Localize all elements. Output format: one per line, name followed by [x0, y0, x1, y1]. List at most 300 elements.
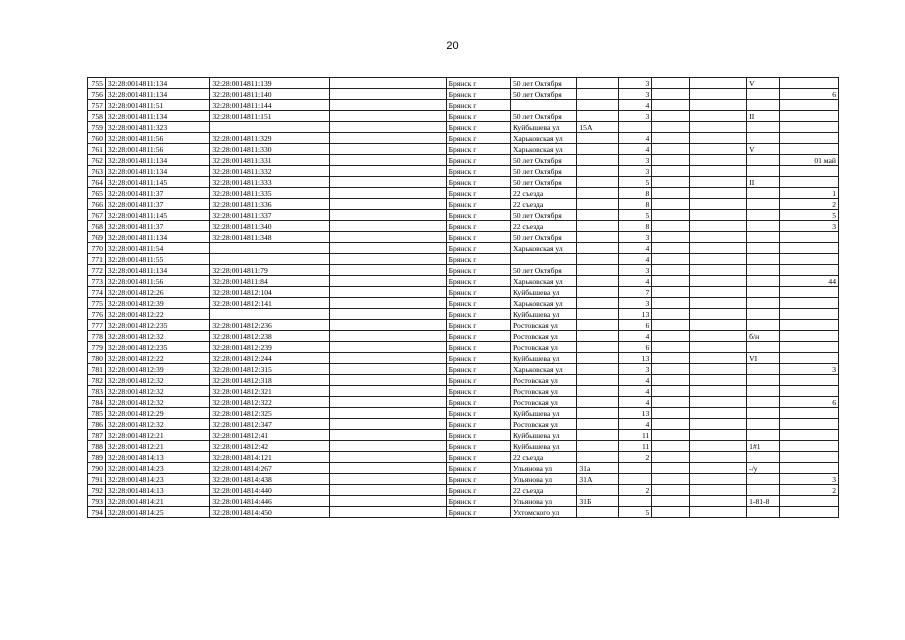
- cell-building: [652, 155, 690, 166]
- cell-house-number: 3: [618, 155, 652, 166]
- cell-street: [510, 254, 576, 265]
- cell-street: 22 съезда: [510, 221, 576, 232]
- cell-cadastral-number: 32:28:0014814:121: [210, 452, 329, 463]
- cell-cadastral-number: 32:28:0014812:41: [210, 430, 329, 441]
- cell-city: Брянск г: [446, 78, 510, 89]
- cell-flat: [690, 144, 747, 155]
- table-row: [88, 276, 839, 287]
- cell-house-literal: [577, 485, 618, 496]
- cell-house-literal: [577, 111, 618, 122]
- cell-parent-cadastral-number: 32:28:0014814:25: [105, 507, 209, 518]
- cell-room: [747, 386, 780, 397]
- cell-cadastral-number: 32:28:0014812:238: [210, 331, 329, 342]
- cell-street: 22 съезда: [510, 199, 576, 210]
- cell-note: [329, 243, 446, 254]
- cell-house-literal: [577, 166, 618, 177]
- cell-street: Куйбышева ул: [510, 441, 576, 452]
- cell-room: V: [747, 144, 780, 155]
- cell-note: [329, 254, 446, 265]
- table-row: [88, 375, 839, 386]
- cell-note: [329, 364, 446, 375]
- cell-building: [652, 397, 690, 408]
- cell-room: б/н: [747, 331, 780, 342]
- table-row: [88, 419, 839, 430]
- cell-city: Брянск г: [446, 331, 510, 342]
- cell-building: [652, 496, 690, 507]
- cell-row-number: 775: [88, 298, 106, 309]
- cell-room: [747, 254, 780, 265]
- cell-house-number: 4: [618, 144, 652, 155]
- cell-city: Брянск г: [446, 210, 510, 221]
- cell-house-number: 4: [618, 397, 652, 408]
- cell-parent-cadastral-number: 32:28:0014811:134: [105, 166, 209, 177]
- cell-parent-cadastral-number: 32:28:0014812:32: [105, 397, 209, 408]
- cell-flat: [690, 441, 747, 452]
- cell-house-number: 3: [618, 78, 652, 89]
- cell-building: [652, 309, 690, 320]
- cell-note: [329, 342, 446, 353]
- cell-building: [652, 254, 690, 265]
- cell-street: Ростовская ул: [510, 397, 576, 408]
- cell-cadastral-number: 32:28:0014811:84: [210, 276, 329, 287]
- cell-flat-number: 1: [779, 188, 838, 199]
- cell-parent-cadastral-number: 32:28:0014811:56: [105, 276, 209, 287]
- cell-parent-cadastral-number: 32:28:0014812:32: [105, 331, 209, 342]
- cell-street: 50 лет Октября: [510, 166, 576, 177]
- cell-cadastral-number: 32:28:0014812:315: [210, 364, 329, 375]
- cell-row-number: 782: [88, 375, 106, 386]
- cell-parent-cadastral-number: 32:28:0014814:13: [105, 485, 209, 496]
- cell-flat-number: [779, 298, 838, 309]
- cell-flat-number: 5: [779, 210, 838, 221]
- table-row: [88, 210, 839, 221]
- cell-flat-number: 44: [779, 276, 838, 287]
- cell-room: [747, 298, 780, 309]
- cell-street: Ростовская ул: [510, 386, 576, 397]
- table-row: [88, 243, 839, 254]
- cell-flat: [690, 265, 747, 276]
- cell-note: [329, 430, 446, 441]
- cell-row-number: 780: [88, 353, 106, 364]
- cell-parent-cadastral-number: 32:28:0014811:37: [105, 199, 209, 210]
- cell-house-literal: [577, 144, 618, 155]
- cell-flat-number: [779, 265, 838, 276]
- cell-room: [747, 155, 780, 166]
- cell-note: [329, 199, 446, 210]
- cell-flat-number: [779, 232, 838, 243]
- cell-note: [329, 287, 446, 298]
- cell-flat-number: 2: [779, 199, 838, 210]
- cell-flat-number: [779, 320, 838, 331]
- cell-building: [652, 188, 690, 199]
- cell-room: [747, 188, 780, 199]
- cell-city: Брянск г: [446, 320, 510, 331]
- cell-house-number: 3: [618, 298, 652, 309]
- cell-house-literal: [577, 100, 618, 111]
- cell-flat-number: [779, 452, 838, 463]
- cell-house-number: 6: [618, 342, 652, 353]
- cell-parent-cadastral-number: 32:28:0014812:39: [105, 298, 209, 309]
- cell-cadastral-number: 32:28:0014811:330: [210, 144, 329, 155]
- cell-flat: [690, 496, 747, 507]
- table-row: [88, 474, 839, 485]
- cell-city: Брянск г: [446, 419, 510, 430]
- cell-city: Брянск г: [446, 375, 510, 386]
- cell-row-number: 769: [88, 232, 106, 243]
- cell-note: [329, 320, 446, 331]
- cell-street: 50 лет Октября: [510, 89, 576, 100]
- cell-flat-number: [779, 133, 838, 144]
- cell-room: [747, 166, 780, 177]
- cell-building: [652, 353, 690, 364]
- cell-row-number: 774: [88, 287, 106, 298]
- cell-row-number: 786: [88, 419, 106, 430]
- cell-cadastral-number: 32:28:0014812:141: [210, 298, 329, 309]
- cell-house-literal: [577, 397, 618, 408]
- cell-house-number: 6: [618, 320, 652, 331]
- cell-note: [329, 474, 446, 485]
- cell-house-number: [618, 496, 652, 507]
- table-row: [88, 100, 839, 111]
- cell-house-number: 5: [618, 507, 652, 518]
- cell-row-number: 785: [88, 408, 106, 419]
- cell-room: [747, 397, 780, 408]
- cell-flat: [690, 199, 747, 210]
- cell-flat-number: [779, 375, 838, 386]
- cell-street: Ростовская ул: [510, 342, 576, 353]
- cell-house-literal: [577, 133, 618, 144]
- cell-flat: [690, 507, 747, 518]
- cell-city: Брянск г: [446, 221, 510, 232]
- cell-row-number: 789: [88, 452, 106, 463]
- cell-note: [329, 166, 446, 177]
- cell-room: [747, 122, 780, 133]
- cell-building: [652, 485, 690, 496]
- cell-parent-cadastral-number: 32:28:0014812:39: [105, 364, 209, 375]
- cell-street: Ростовская ул: [510, 419, 576, 430]
- cell-parent-cadastral-number: 32:28:0014812:22: [105, 309, 209, 320]
- cell-house-literal: [577, 375, 618, 386]
- cell-note: [329, 100, 446, 111]
- table-row: [88, 188, 839, 199]
- cell-building: [652, 287, 690, 298]
- table-row: [88, 89, 839, 100]
- cell-city: Брянск г: [446, 496, 510, 507]
- cell-flat-number: [779, 430, 838, 441]
- cell-building: [652, 276, 690, 287]
- cell-city: Брянск г: [446, 133, 510, 144]
- cell-city: Брянск г: [446, 144, 510, 155]
- cell-city: Брянск г: [446, 166, 510, 177]
- cell-house-literal: [577, 507, 618, 518]
- cell-building: [652, 375, 690, 386]
- table-row: [88, 221, 839, 232]
- cell-row-number: 788: [88, 441, 106, 452]
- cell-room: [747, 419, 780, 430]
- cell-flat: [690, 78, 747, 89]
- cell-city: Брянск г: [446, 287, 510, 298]
- cell-flat: [690, 133, 747, 144]
- cell-room: V: [747, 78, 780, 89]
- cell-city: Брянск г: [446, 397, 510, 408]
- cell-flat: [690, 309, 747, 320]
- cell-note: [329, 78, 446, 89]
- cell-parent-cadastral-number: 32:28:0014811:145: [105, 177, 209, 188]
- cell-parent-cadastral-number: 32:28:0014811:56: [105, 133, 209, 144]
- cell-cadastral-number: [210, 122, 329, 133]
- cell-flat-number: [779, 287, 838, 298]
- cell-flat: [690, 430, 747, 441]
- cell-note: [329, 232, 446, 243]
- cell-street: Куйбышева ул: [510, 353, 576, 364]
- cell-city: Брянск г: [446, 122, 510, 133]
- cell-row-number: 781: [88, 364, 106, 375]
- cell-room: 1-81-8: [747, 496, 780, 507]
- cell-city: Брянск г: [446, 265, 510, 276]
- cell-cadastral-number: 32:28:0014812:321: [210, 386, 329, 397]
- cell-house-number: 4: [618, 243, 652, 254]
- cell-parent-cadastral-number: 32:28:0014811:134: [105, 265, 209, 276]
- cell-row-number: 783: [88, 386, 106, 397]
- cell-building: [652, 122, 690, 133]
- cell-parent-cadastral-number: 32:28:0014812:21: [105, 430, 209, 441]
- cell-cadastral-number: 32:28:0014811:333: [210, 177, 329, 188]
- cell-flat-number: [779, 463, 838, 474]
- cell-street: 22 съезда: [510, 188, 576, 199]
- cell-row-number: 768: [88, 221, 106, 232]
- cell-house-number: 4: [618, 375, 652, 386]
- cell-cadastral-number: [210, 254, 329, 265]
- cell-note: [329, 408, 446, 419]
- cell-street: Куйбышева ул: [510, 309, 576, 320]
- cell-street: Куйбышева ул: [510, 430, 576, 441]
- cell-house-number: 13: [618, 353, 652, 364]
- cell-flat: [690, 397, 747, 408]
- cell-flat-number: [779, 122, 838, 133]
- cell-house-literal: 15А: [577, 122, 618, 133]
- cell-building: [652, 199, 690, 210]
- registry-body: [88, 78, 839, 518]
- cell-building: [652, 463, 690, 474]
- cell-street: Ульянова ул: [510, 496, 576, 507]
- cell-street: Харьковская ул: [510, 144, 576, 155]
- cell-cadastral-number: 32:28:0014811:335: [210, 188, 329, 199]
- cell-flat: [690, 353, 747, 364]
- cell-building: [652, 166, 690, 177]
- table-row: [88, 441, 839, 452]
- cell-house-number: 3: [618, 111, 652, 122]
- cell-flat: [690, 320, 747, 331]
- cell-cadastral-number: 32:28:0014814:438: [210, 474, 329, 485]
- cell-city: Брянск г: [446, 177, 510, 188]
- cell-flat-number: [779, 441, 838, 452]
- cell-cadastral-number: 32:28:0014814:446: [210, 496, 329, 507]
- cell-parent-cadastral-number: 32:28:0014811:37: [105, 221, 209, 232]
- cell-flat-number: [779, 496, 838, 507]
- cell-note: [329, 210, 446, 221]
- cell-flat: [690, 364, 747, 375]
- cell-city: Брянск г: [446, 430, 510, 441]
- cell-note: [329, 155, 446, 166]
- table-row: [88, 386, 839, 397]
- cell-city: Брянск г: [446, 232, 510, 243]
- cell-parent-cadastral-number: 32:28:0014814:23: [105, 474, 209, 485]
- cell-house-number: 8: [618, 199, 652, 210]
- cell-building: [652, 364, 690, 375]
- cell-building: [652, 111, 690, 122]
- cell-flat: [690, 419, 747, 430]
- cell-parent-cadastral-number: 32:28:0014811:134: [105, 111, 209, 122]
- cell-row-number: 791: [88, 474, 106, 485]
- cell-house-literal: 31а: [577, 463, 618, 474]
- cell-building: [652, 386, 690, 397]
- cell-flat-number: [779, 78, 838, 89]
- cell-note: [329, 507, 446, 518]
- cell-room: [747, 221, 780, 232]
- cell-building: [652, 298, 690, 309]
- cell-street: Ульянова ул: [510, 474, 576, 485]
- cell-room: 1#1: [747, 441, 780, 452]
- cell-room: [747, 276, 780, 287]
- cell-flat: [690, 166, 747, 177]
- cell-parent-cadastral-number: 32:28:0014812:32: [105, 386, 209, 397]
- cell-cadastral-number: 32:28:0014812:42: [210, 441, 329, 452]
- cell-house-literal: [577, 265, 618, 276]
- cell-row-number: 766: [88, 199, 106, 210]
- cell-row-number: 779: [88, 342, 106, 353]
- cell-house-literal: [577, 177, 618, 188]
- table-row: [88, 122, 839, 133]
- cell-city: Брянск г: [446, 353, 510, 364]
- cell-building: [652, 342, 690, 353]
- cell-street: Ухтомского ул: [510, 507, 576, 518]
- cell-parent-cadastral-number: 32:28:0014814:21: [105, 496, 209, 507]
- cell-row-number: 792: [88, 485, 106, 496]
- cell-row-number: 757: [88, 100, 106, 111]
- cell-house-literal: [577, 408, 618, 419]
- cell-flat: [690, 210, 747, 221]
- cell-note: [329, 485, 446, 496]
- cell-row-number: 758: [88, 111, 106, 122]
- table-row: [88, 408, 839, 419]
- cell-house-number: 13: [618, 408, 652, 419]
- cell-note: [329, 331, 446, 342]
- cell-parent-cadastral-number: 32:28:0014811:134: [105, 232, 209, 243]
- cell-parent-cadastral-number: 32:28:0014812:22: [105, 353, 209, 364]
- cell-parent-cadastral-number: 32:28:0014814:23: [105, 463, 209, 474]
- cell-room: [747, 320, 780, 331]
- cell-flat: [690, 188, 747, 199]
- cell-row-number: 762: [88, 155, 106, 166]
- cell-room: [747, 243, 780, 254]
- cell-cadastral-number: 32:28:0014814:440: [210, 485, 329, 496]
- cell-street: Харьковская ул: [510, 298, 576, 309]
- cell-flat: [690, 485, 747, 496]
- cell-parent-cadastral-number: 32:28:0014812:32: [105, 419, 209, 430]
- cell-note: [329, 386, 446, 397]
- cell-row-number: 759: [88, 122, 106, 133]
- cell-row-number: 771: [88, 254, 106, 265]
- cell-house-literal: [577, 331, 618, 342]
- cell-house-literal: [577, 89, 618, 100]
- table-row: [88, 485, 839, 496]
- cell-room: [747, 199, 780, 210]
- cell-building: [652, 144, 690, 155]
- cell-row-number: 784: [88, 397, 106, 408]
- cell-parent-cadastral-number: 32:28:0014812:21: [105, 441, 209, 452]
- cell-street: Куйбышева ул: [510, 122, 576, 133]
- table-row: [88, 199, 839, 210]
- cell-room: [747, 210, 780, 221]
- cell-row-number: 763: [88, 166, 106, 177]
- cell-flat: [690, 89, 747, 100]
- cell-row-number: 772: [88, 265, 106, 276]
- cell-flat-number: [779, 386, 838, 397]
- cell-house-literal: 31Б: [577, 496, 618, 507]
- cell-building: [652, 408, 690, 419]
- cell-parent-cadastral-number: 32:28:0014812:26: [105, 287, 209, 298]
- table-row: [88, 309, 839, 320]
- cell-house-number: [618, 463, 652, 474]
- cell-flat-number: [779, 408, 838, 419]
- cadastral-registry-table: [87, 77, 839, 518]
- cell-street: 22 съезда: [510, 485, 576, 496]
- cell-room: VI: [747, 353, 780, 364]
- table-row: [88, 507, 839, 518]
- cell-street: 50 лет Октября: [510, 155, 576, 166]
- cell-room: [747, 485, 780, 496]
- cell-building: [652, 133, 690, 144]
- cell-cadastral-number: 32:28:0014811:336: [210, 199, 329, 210]
- cell-house-number: 13: [618, 309, 652, 320]
- table-row: [88, 232, 839, 243]
- cell-house-literal: [577, 364, 618, 375]
- table-row: [88, 254, 839, 265]
- cell-house-number: 4: [618, 254, 652, 265]
- cell-house-literal: [577, 155, 618, 166]
- cell-street: 50 лет Октября: [510, 177, 576, 188]
- cell-street: Ростовская ул: [510, 331, 576, 342]
- cell-cadastral-number: 32:28:0014811:329: [210, 133, 329, 144]
- cell-city: Брянск г: [446, 342, 510, 353]
- cell-flat-number: 2: [779, 485, 838, 496]
- cell-city: Брянск г: [446, 441, 510, 452]
- cell-house-number: 4: [618, 386, 652, 397]
- cell-cadastral-number: 32:28:0014814:450: [210, 507, 329, 518]
- cell-cadastral-number: 32:28:0014811:337: [210, 210, 329, 221]
- cell-house-number: 8: [618, 188, 652, 199]
- cell-cadastral-number: 32:28:0014811:139: [210, 78, 329, 89]
- cell-flat: [690, 287, 747, 298]
- cell-parent-cadastral-number: 32:28:0014812:32: [105, 375, 209, 386]
- cell-flat: [690, 221, 747, 232]
- cell-flat-number: [779, 177, 838, 188]
- cell-flat-number: 3: [779, 364, 838, 375]
- cell-house-literal: [577, 452, 618, 463]
- cell-house-number: 7: [618, 287, 652, 298]
- cell-street: [510, 100, 576, 111]
- cell-house-literal: [577, 254, 618, 265]
- cell-room: [747, 430, 780, 441]
- cell-house-number: 3: [618, 364, 652, 375]
- table-row: [88, 298, 839, 309]
- cell-room: [747, 309, 780, 320]
- cell-building: [652, 265, 690, 276]
- cell-row-number: 765: [88, 188, 106, 199]
- cell-house-literal: [577, 210, 618, 221]
- cell-house-literal: [577, 188, 618, 199]
- cell-parent-cadastral-number: 32:28:0014812:235: [105, 320, 209, 331]
